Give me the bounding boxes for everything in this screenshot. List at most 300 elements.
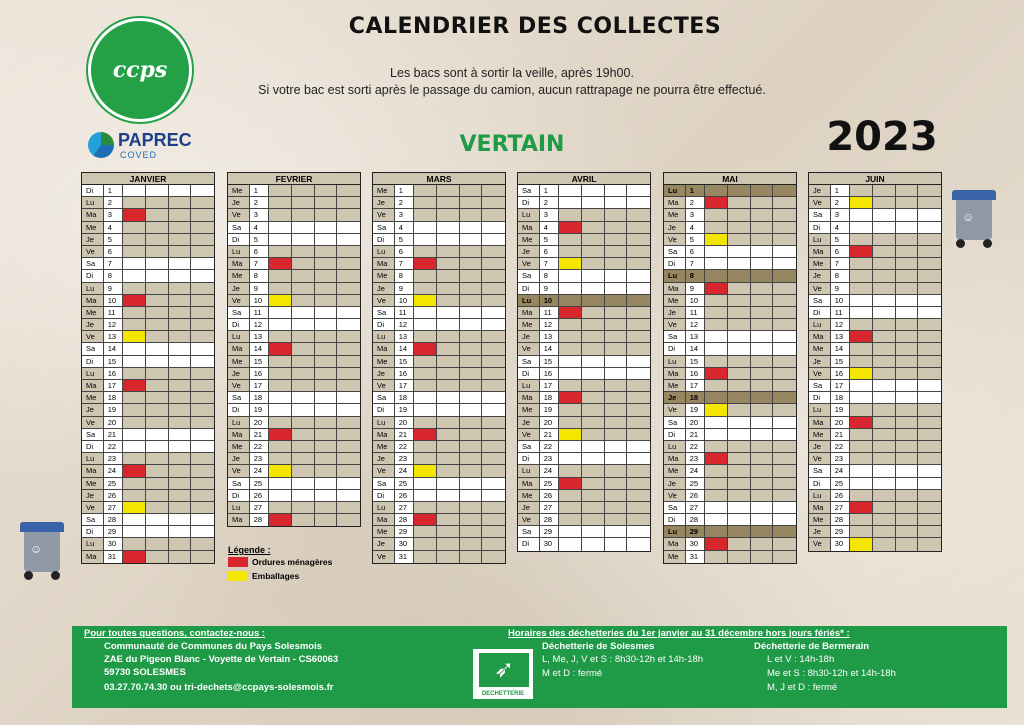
day-number: 25 [540,478,560,489]
collection-cell [437,490,460,501]
weekday-label: Ma [664,453,686,464]
collection-cell [559,538,582,550]
collection-cell [751,258,774,269]
collection-cell [896,478,919,489]
day-row [82,417,214,429]
day-row [664,417,796,429]
weekday-label: Ma [82,209,104,220]
collection-cell [751,465,774,476]
collection-household-mark [414,343,437,354]
collection-cell [337,343,360,354]
collection-cell [460,429,483,440]
collection-cell [873,331,896,342]
day-row [664,209,796,221]
collection-cell [627,234,650,245]
collection-cell [337,490,360,501]
collection-cell [146,343,169,354]
weekday-label: Lu [664,185,686,196]
weekday-label: Je [82,319,104,330]
collection-cell [751,368,774,379]
collection-cell [773,453,796,464]
collection-cell [627,526,650,537]
day-row [373,490,505,502]
collection-cell [896,246,919,257]
collection-cell [918,283,941,294]
day-row [82,441,214,453]
day-row [809,222,941,234]
day-number: 8 [395,270,415,281]
day-number: 3 [250,209,270,220]
weekday-label: Di [809,392,831,403]
day-number: 7 [831,258,851,269]
month-table-juin [808,172,942,552]
collection-cell [773,319,796,330]
collection-cell [918,331,941,342]
collection-cell [337,197,360,208]
day-row [82,392,214,404]
collection-cell [705,270,728,281]
collection-cell [896,343,919,354]
collection-cell [146,234,169,245]
collection-cell [460,502,483,513]
collection-cell [414,380,437,391]
day-number: 4 [250,222,270,233]
collection-cell [751,307,774,318]
collection-cell [751,392,774,403]
collection-cell [850,222,873,233]
collection-cell [605,538,628,550]
weekday-label: Di [664,258,686,269]
day-number: 20 [540,417,560,428]
bermerain-line-1: L et V : 14h-18h [767,654,835,665]
collection-cell [605,490,628,501]
weekday-label: Me [518,404,540,415]
collection-cell [582,380,605,391]
collection-cell [482,490,505,501]
weekday-label: Je [518,331,540,342]
weekday-label: Di [228,404,250,415]
collection-cell [559,514,582,525]
day-number: 6 [686,246,706,257]
collection-cell [191,222,214,233]
collection-cell [146,331,169,342]
day-row [809,417,941,429]
day-number: 3 [395,209,415,220]
collection-cell [728,551,751,563]
collection-cell [315,417,338,428]
collection-cell [773,209,796,220]
collection-cell [705,490,728,501]
collection-cell [315,380,338,391]
day-row [809,502,941,514]
collection-cell [292,502,315,513]
day-number: 13 [395,331,415,342]
day-row [664,331,796,343]
collection-cell [627,246,650,257]
collection-cell [605,307,628,318]
weekday-label: Sa [228,478,250,489]
collection-cell [482,502,505,513]
day-number: 30 [540,538,560,550]
collection-cell [437,538,460,549]
day-row [809,234,941,246]
weekday-label: Ma [664,538,686,549]
day-number: 21 [831,429,851,440]
weekday-label: Me [664,551,686,563]
collection-cell [605,404,628,415]
collection-cell [582,429,605,440]
day-row [518,392,650,404]
collection-cell [437,343,460,354]
weekday-label: Di [809,478,831,489]
collection-cell [559,490,582,501]
collection-cell [582,453,605,464]
collection-cell [414,185,437,196]
collection-cell [169,392,192,403]
collection-cell [315,429,338,440]
collection-cell [705,514,728,525]
collection-cell [315,392,338,403]
collection-household-mark [705,538,728,549]
collection-cell [146,417,169,428]
day-number: 10 [686,295,706,306]
day-row [82,185,214,197]
day-number: 18 [540,392,560,403]
collection-cell [269,417,292,428]
collection-cell [460,453,483,464]
collection-cell [605,209,628,220]
collection-cell [337,453,360,464]
weekday-label: Lu [228,417,250,428]
weekday-label: Me [82,307,104,318]
collection-cell [482,392,505,403]
collection-cell [123,478,146,489]
collection-cell [751,453,774,464]
phone-email[interactable]: 03.27.70.74.30 ou tri-dechets@ccpays-solesmois.fr [104,682,334,693]
collection-cell [873,222,896,233]
collection-cell [482,417,505,428]
collection-cell [191,319,214,330]
collection-cell [191,197,214,208]
day-row [373,209,505,221]
collection-cell [751,295,774,306]
collection-household-mark [850,331,873,342]
collection-cell [728,453,751,464]
collection-cell [191,258,214,269]
collection-cell [728,209,751,220]
collection-cell [705,319,728,330]
day-number: 19 [250,404,270,415]
collection-cell [169,490,192,501]
collection-cell [873,234,896,245]
day-number: 11 [104,307,124,318]
weekday-label: Ve [373,551,395,563]
day-row [809,465,941,477]
day-row [518,490,650,502]
weekday-label: Lu [518,465,540,476]
collection-cell [437,404,460,415]
day-number: 29 [104,526,124,537]
collection-cell [146,465,169,476]
collection-cell [315,185,338,196]
collection-cell [169,356,192,367]
day-number: 13 [831,331,851,342]
collection-cell [414,356,437,367]
day-number: 30 [395,538,415,549]
day-number: 19 [686,404,706,415]
collection-cell [315,502,338,513]
weekday-label: Je [228,197,250,208]
collection-cell [414,551,437,563]
day-row [809,295,941,307]
day-row [82,502,214,514]
collection-cell [918,270,941,281]
collection-cell [850,258,873,269]
collection-cell [191,417,214,428]
collection-cell [773,441,796,452]
day-row [373,478,505,490]
weekday-label: Di [373,319,395,330]
month-header: MAI [664,173,796,185]
collection-cell [873,465,896,476]
collection-cell [627,441,650,452]
day-row [518,380,650,392]
day-number: 24 [686,465,706,476]
weekday-label: Me [809,514,831,525]
collection-cell [315,197,338,208]
day-number: 1 [395,185,415,196]
weekday-label: Sa [228,307,250,318]
collection-packaging-mark [559,258,582,269]
collection-packaging-mark [850,538,873,550]
day-row [82,234,214,246]
collection-cell [169,343,192,354]
day-number: 30 [686,538,706,549]
day-row [664,380,796,392]
collection-cell [292,356,315,367]
collection-cell [414,478,437,489]
collection-cell [773,404,796,415]
day-row [518,502,650,514]
collection-cell [482,295,505,306]
weekday-label: Ve [518,429,540,440]
day-number: 10 [831,295,851,306]
day-number: 28 [104,514,124,525]
day-row [809,246,941,258]
collection-cell [191,490,214,501]
weekday-label: Di [228,490,250,501]
collection-cell [437,209,460,220]
collection-cell [850,490,873,501]
collection-cell [482,246,505,257]
day-row [82,270,214,282]
day-number: 19 [540,404,560,415]
weekday-label: Di [518,453,540,464]
collection-cell [728,502,751,513]
collection-cell [169,417,192,428]
day-row [82,380,214,392]
collection-cell [482,465,505,476]
weekday-label: Sa [82,429,104,440]
collection-cell [437,465,460,476]
day-row [373,185,505,197]
weekday-label: Di [228,234,250,245]
weekday-label: Ma [518,478,540,489]
collection-cell [123,538,146,549]
collection-cell [414,283,437,294]
weekday-label: Je [82,490,104,501]
collection-cell [728,417,751,428]
weekday-label: Ma [809,246,831,257]
day-number: 12 [831,319,851,330]
day-row [228,380,360,392]
collection-household-mark [705,368,728,379]
collection-cell [146,258,169,269]
legend-household-waste: Ordures ménagères [252,557,333,567]
weekday-label: Ma [228,514,250,526]
day-row [82,429,214,441]
weekday-label: Je [82,404,104,415]
day-number: 31 [395,551,415,563]
day-row [664,368,796,380]
weekday-label: Me [82,222,104,233]
day-row [228,478,360,490]
day-number: 27 [250,502,270,513]
collection-cell [705,441,728,452]
day-row [664,404,796,416]
weekday-label: Ma [664,283,686,294]
collection-cell [292,441,315,452]
collection-cell [191,478,214,489]
day-row [664,197,796,209]
weekday-label: Ma [518,392,540,403]
collection-cell [627,490,650,501]
collection-cell [751,514,774,525]
collection-cell [873,514,896,525]
collection-cell [482,197,505,208]
weekday-label: Di [373,490,395,501]
collection-cell [482,222,505,233]
collection-cell [337,368,360,379]
collection-cell [191,209,214,220]
day-number: 15 [831,356,851,367]
weekday-label: Ve [809,538,831,550]
collection-cell [437,319,460,330]
collection-cell [896,417,919,428]
collection-packaging-mark [559,429,582,440]
collection-cell [896,234,919,245]
day-row [228,283,360,295]
collection-cell [437,295,460,306]
collection-household-mark [850,502,873,513]
collection-cell [315,478,338,489]
collection-cell [437,441,460,452]
day-row [373,331,505,343]
legend-swatch-red [228,557,248,567]
legend-title: Légende : [228,545,271,555]
collection-cell [191,453,214,464]
collection-cell [850,270,873,281]
collection-cell [627,270,650,281]
collection-cell [627,356,650,367]
collection-cell [627,319,650,330]
weekday-label: Ma [373,429,395,440]
collection-cell [773,356,796,367]
weekday-label: Ve [809,283,831,294]
collection-cell [559,368,582,379]
collection-cell [482,453,505,464]
day-number: 18 [104,392,124,403]
collection-cell [896,392,919,403]
collection-cell [918,185,941,196]
weekday-label: Lu [664,441,686,452]
day-row [82,246,214,258]
collection-cell [773,197,796,208]
day-row [228,502,360,514]
collection-cell [728,197,751,208]
collection-cell [191,295,214,306]
collection-cell [918,392,941,403]
day-row [664,307,796,319]
collection-cell [191,392,214,403]
collection-cell [559,246,582,257]
year: 2023 [826,114,938,160]
collection-household-mark [705,283,728,294]
collection-cell [337,283,360,294]
collection-cell [850,380,873,391]
weekday-label: Me [373,441,395,452]
weekday-label: Me [664,295,686,306]
collection-cell [482,234,505,245]
collection-cell [482,319,505,330]
collection-cell [850,319,873,330]
collection-cell [191,526,214,537]
collection-cell [460,368,483,379]
collection-cell [414,234,437,245]
collection-cell [460,526,483,537]
collection-cell [169,270,192,281]
day-row [809,441,941,453]
collection-cell [705,356,728,367]
day-number: 26 [540,490,560,501]
day-number: 2 [540,197,560,208]
collection-cell [582,417,605,428]
collection-cell [873,295,896,306]
day-row [373,526,505,538]
weekday-label: Di [373,234,395,245]
collection-cell [460,222,483,233]
collection-cell [269,453,292,464]
collection-cell [850,453,873,464]
collection-cell [269,380,292,391]
day-number: 22 [104,441,124,452]
day-row [664,502,796,514]
address-2: 59730 SOLESMES [104,667,186,678]
collection-cell [627,429,650,440]
collection-cell [705,331,728,342]
day-number: 27 [686,502,706,513]
collection-cell [850,356,873,367]
collection-cell [269,185,292,196]
collection-cell [773,417,796,428]
day-number: 8 [250,270,270,281]
collection-cell [728,234,751,245]
weekday-label: Je [664,307,686,318]
collection-cell [292,392,315,403]
collection-cell [123,246,146,257]
collection-cell [337,502,360,513]
day-row [518,295,650,307]
